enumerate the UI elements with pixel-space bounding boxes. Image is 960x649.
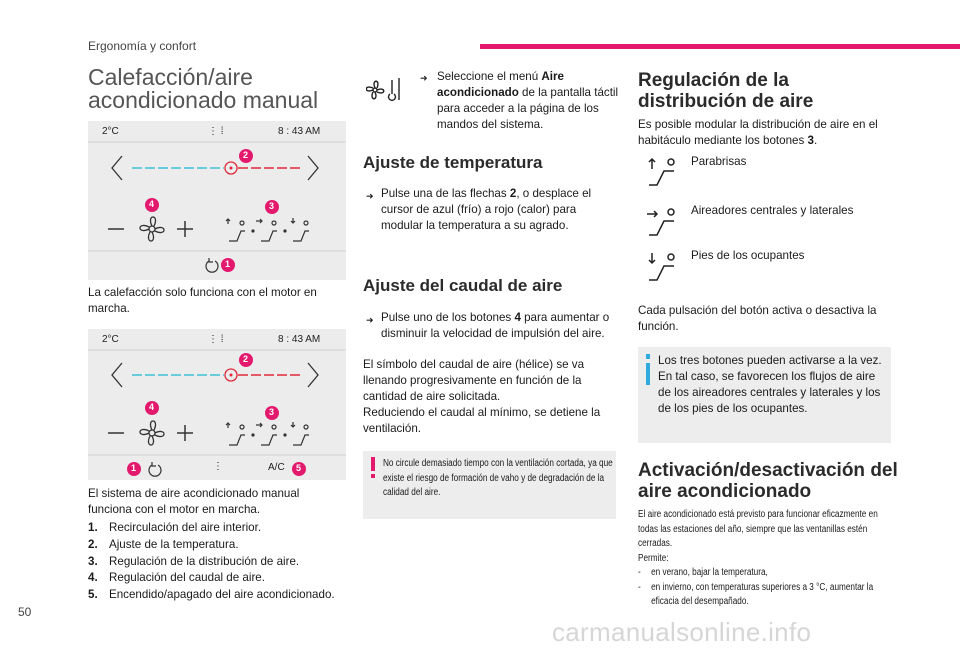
heading-ac: Activación/desactivación del aire acondicionado — [638, 460, 898, 502]
caption-heating: La calefacción solo funciona con el motor en marcha. — [88, 286, 317, 315]
recirculation-icon — [206, 258, 218, 272]
legend-item: 5. Encendido/apagado del aire acondicionado. — [88, 588, 335, 602]
bullet-arrow-icon: ➜ — [366, 191, 374, 201]
climate-menu-icon — [366, 76, 406, 104]
callout-3b: 3 — [269, 407, 275, 417]
ac-label: A/C — [268, 462, 285, 473]
distribution-text: Es posible modular la distribución de aire en el habitáculo mediante los botones 3. — [638, 118, 878, 147]
fan-icon — [140, 217, 164, 241]
callout-2b: 2 — [243, 354, 249, 364]
callout-1b: 1 — [131, 463, 137, 473]
airflow-para-1: El símbolo del caudal de aire (hélice) se va llenando progresivamente en función de la cantidad de aire solicitada. — [363, 358, 585, 403]
climate-screen-ac — [88, 329, 346, 480]
temperature-text: Pulse una de las flechas 2, o desplace el cursor de azul (frío) a rojo (calor) para modular la temperatura a su agrado. — [381, 187, 592, 232]
option-windshield: Parabrisas — [691, 155, 747, 168]
status-time-2: 8 : 43 AM — [278, 334, 321, 345]
feet-icon — [645, 250, 681, 284]
central-vents-icon — [645, 205, 681, 239]
page-number: 50 — [18, 605, 32, 619]
status-temp-2: 2°C — [102, 334, 119, 345]
bullet-arrow-icon: ➜ — [420, 73, 428, 83]
temp-right-arrow-icon — [308, 156, 318, 180]
ac-text: El aire acondicionado está previsto para funcionar eficazmente en todas las estaciones del año, siempre que las ventanillas estén cerradas. Permite: - en verano, bajar la temperatura, - en invierno, con temperaturas superiores a 3 °C, aumentar la eficacia del desempañado. — [638, 509, 878, 607]
airflow-para-2: Reduciendo el caudal al mínimo, se detiene la ventilación. — [363, 406, 601, 435]
warning-text: No circule demasiado tiempo con la ventilación cortada, ya que existe el riesgo de formación de vaho y de degradación de la calidad del aire. — [383, 458, 613, 498]
callout-5: 5 — [296, 463, 302, 473]
legend-item: 2. Ajuste de la temperatura. — [88, 537, 239, 551]
status-temp: 2°C — [102, 126, 119, 137]
callout-3: 3 — [269, 201, 275, 211]
bullet-arrow-icon: ➜ — [366, 315, 374, 325]
heading-airflow: Ajuste del caudal de aire — [363, 276, 563, 295]
heading-distribution: Regulación de la distribución de aire — [638, 70, 814, 112]
callout-4: 4 — [149, 199, 155, 209]
menu-dots-icon: ⋮ — [213, 461, 223, 472]
heading-temperature: Ajuste de temperatura — [363, 153, 543, 172]
watermark: carmanualsonline.info — [552, 617, 812, 647]
climate-screen-heating — [88, 121, 346, 280]
status-time: 8 : 43 AM — [278, 126, 321, 137]
legend-item: 3. Regulación de la distribución de aire. — [88, 554, 300, 568]
section-header: Ergonomía y confort — [88, 39, 197, 53]
status-signal-icon-2: ⋮ ⁞ — [208, 334, 224, 345]
intro-text: Seleccione el menú Aire acondicionado de la pantalla táctil para acceder a la página de los mandos del sistema. — [437, 70, 619, 131]
distribution-icons — [226, 218, 309, 241]
legend-list — [88, 520, 348, 604]
option-central-vents: Aireadores centrales y laterales — [691, 204, 854, 217]
callout-4b: 4 — [149, 402, 155, 412]
header-accent-bar — [480, 44, 960, 49]
warning-box — [363, 451, 616, 519]
press-text: Cada pulsación del botón activa o desactiva la función. — [638, 304, 877, 333]
status-signal-icon: ⋮ ⁞ — [208, 126, 224, 137]
caption-ac: El sistema de aire acondicionado manual funciona con el motor en marcha. — [88, 487, 300, 516]
legend-item: 4. Regulación del caudal de aire. — [88, 571, 265, 585]
airflow-text: Pulse uno de los botones 4 para aumentar o disminuir la velocidad de impulsión del aire. — [381, 311, 610, 340]
callout-2: 2 — [243, 150, 249, 160]
callout-1: 1 — [225, 259, 231, 269]
temp-left-arrow-icon — [112, 156, 122, 180]
info-box — [638, 347, 891, 443]
info-text: Los tres botones pueden activarse a la vez. En tal caso, se favorecen los flujos de aire de los aireadores centrales y laterales y los de los pies de los ocupantes. — [658, 354, 882, 415]
windshield-icon — [645, 155, 681, 189]
option-feet: Pies de los ocupantes — [691, 249, 805, 262]
page-title: Calefacción/aire acondicionado manual — [88, 64, 319, 113]
legend-item: 1. Recirculación del aire interior. — [88, 521, 262, 534]
